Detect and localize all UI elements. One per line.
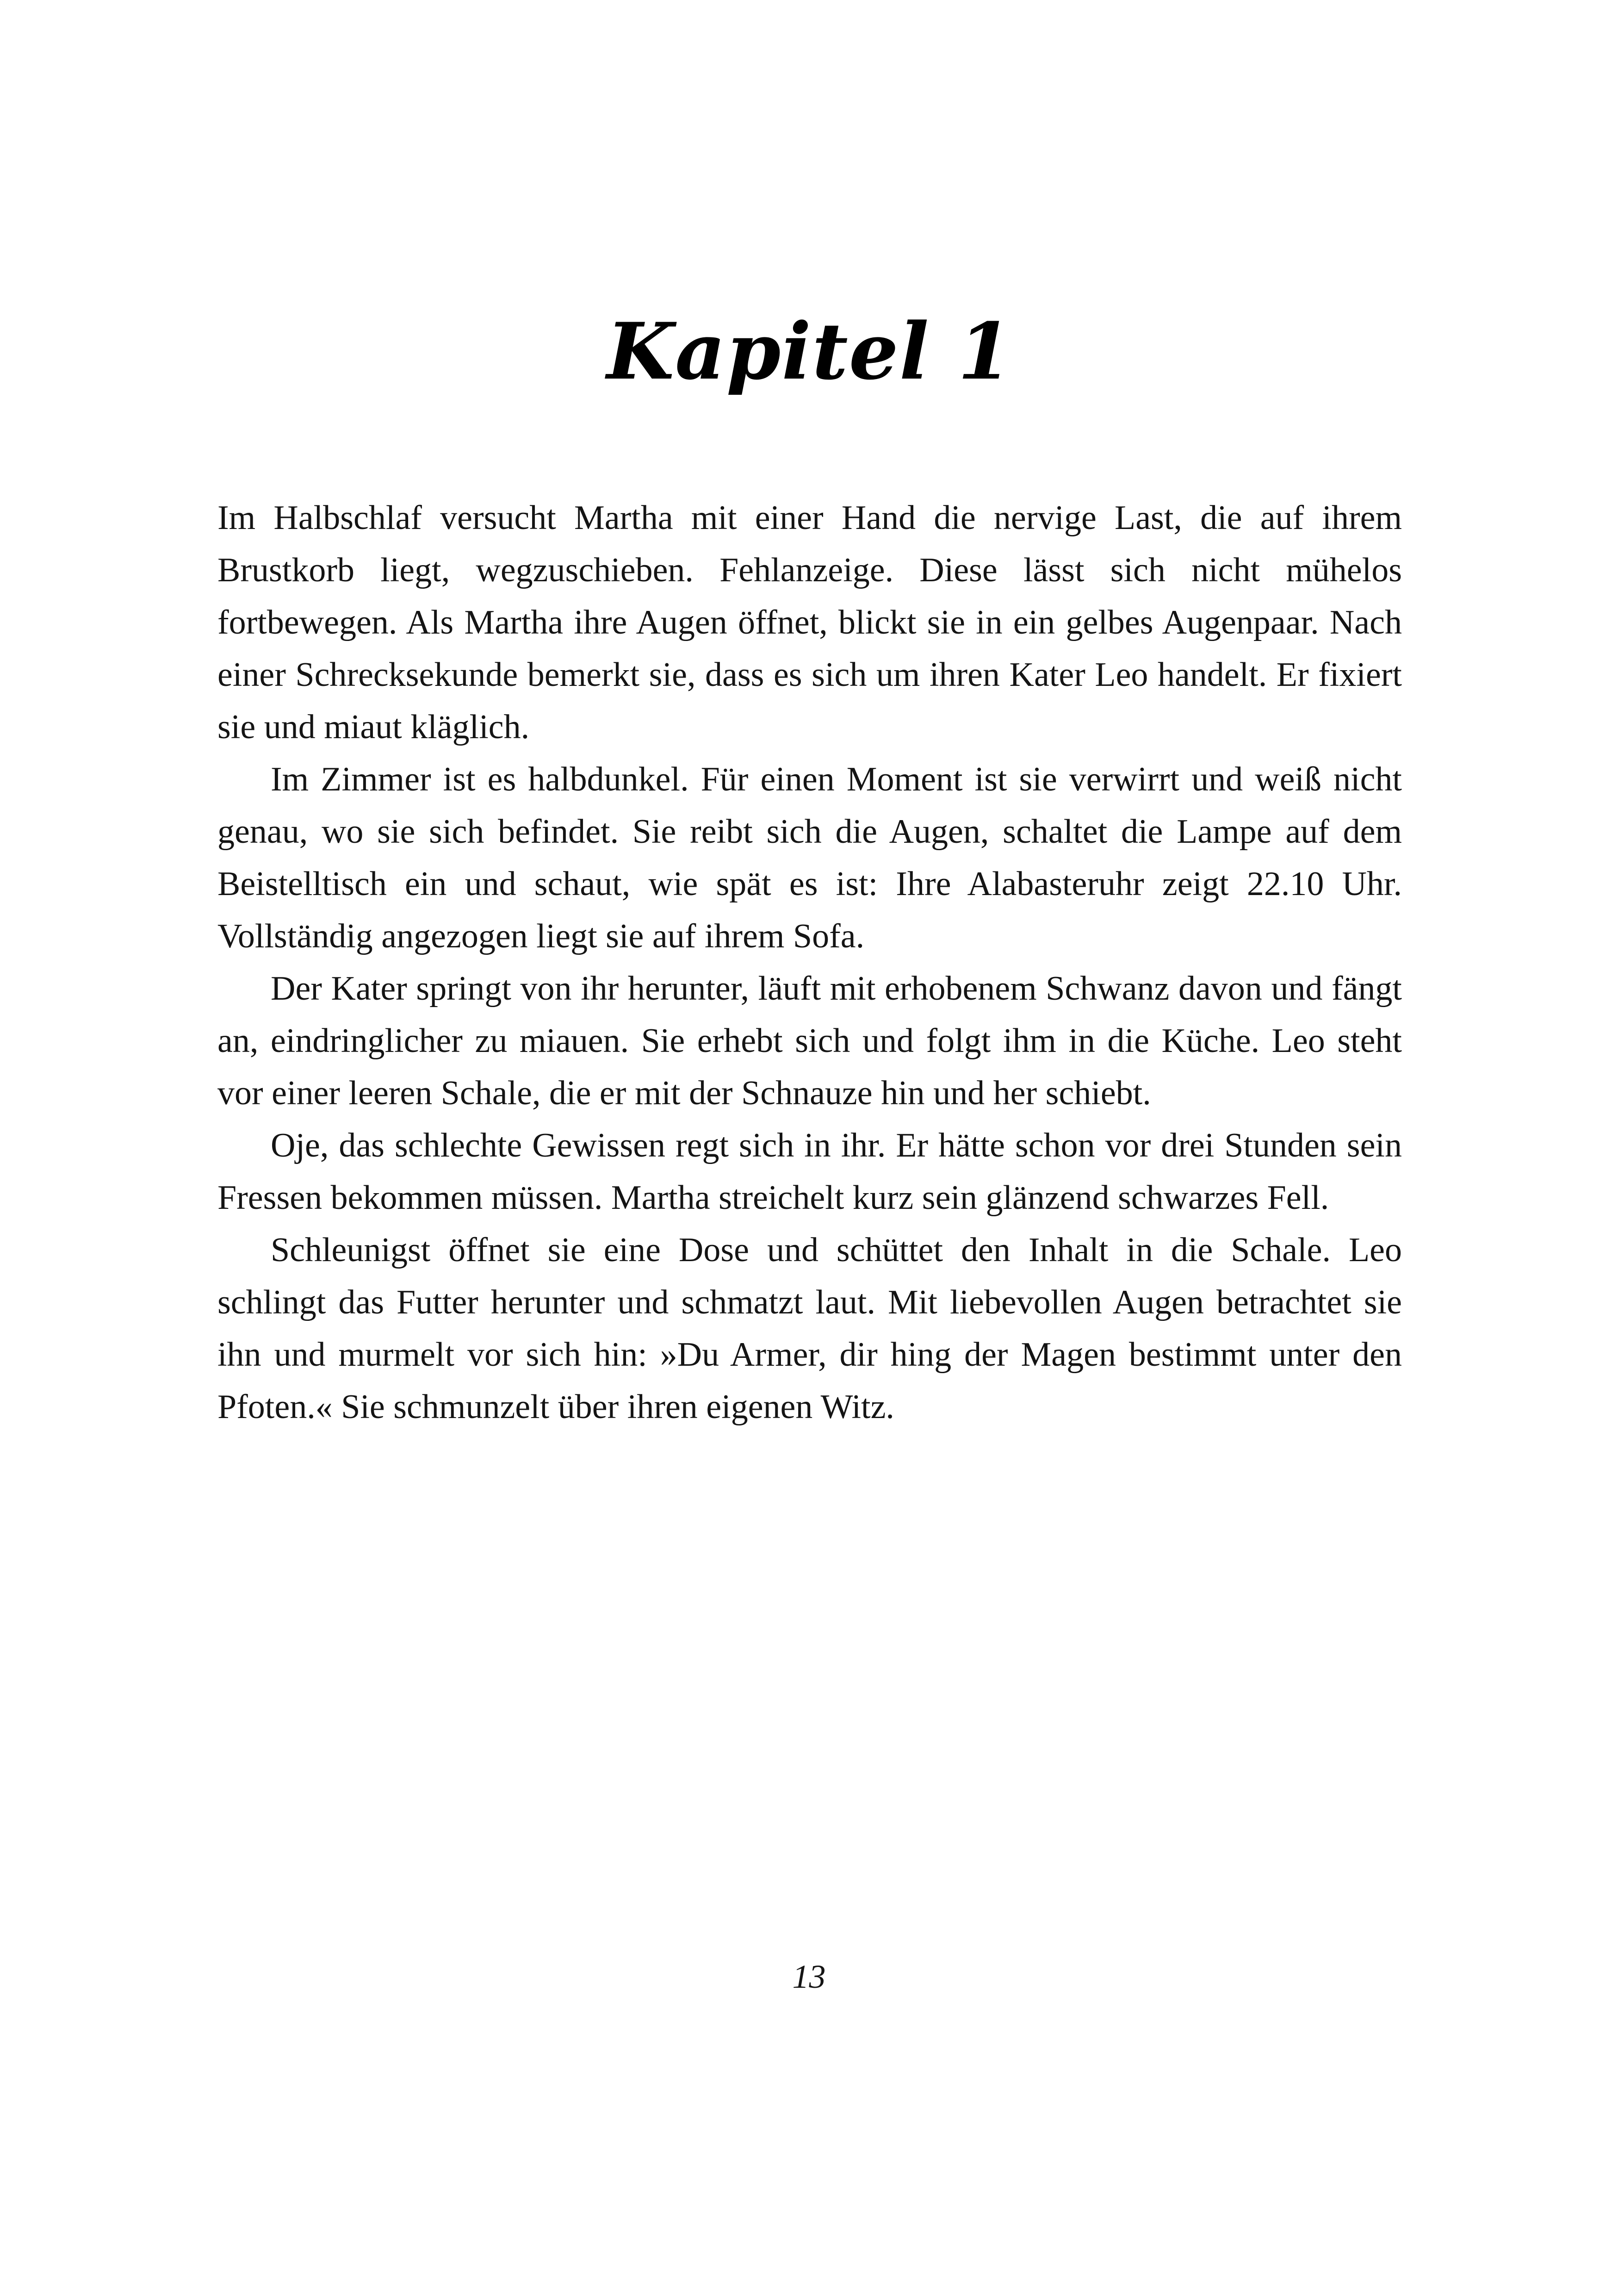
chapter-title: Kapitel 1	[607, 305, 1013, 397]
paragraph: Der Kater springt von ihr herunter, läuft mit erhobenem Schwanz davon und fängt an, eindringlicher zu miauen. Sie erhebt sich und folgt ihm in die Küche. Leo steht vor einer leeren Schale, die er mit der Schnauze hin und her schiebt.	[217, 970, 1402, 1112]
paragraph: Im Halbschlaf versucht Martha mit einer Hand die nervige Last, die auf ihrem Brustkorb liegt, wegzuschieben. Fehlanzeige. Diese lässt sich nicht mühelos fortbewegen. Als Martha ihre Augen öffnet, blickt sie in ein gelbes Augenpaar. Nach einer Schrecksekunde bemerkt sie, dass es sich um ihren Kater Leo handelt. Er fixiert sie und miaut kläglich.	[217, 499, 1402, 746]
paragraph: Im Zimmer ist es halbdunkel. Für einen Moment ist sie verwirrt und weiß nicht genau, wo sie sich befindet. Sie reibt sich die Augen, schaltet die Lampe auf dem Beistelltisch ein und schaut, wie spät es ist: Ihre Alabasteruhr zeigt 22.10 Uhr. Vollständig angezogen liegt sie auf ihrem Sofa.	[217, 760, 1402, 955]
paragraph: Oje, das schlechte Gewissen regt sich in ihr. Er hätte schon vor drei Stunden sein Fressen bekommen müssen. Martha streichelt kurz sein glänzend schwarzes Fell.	[217, 1126, 1402, 1217]
chapter-body	[217, 492, 1402, 1433]
page-number: 13	[792, 1958, 826, 1995]
paragraph: Schleunigst öffnet sie eine Dose und schüttet den Inhalt in die Schale. Leo schlingt das Futter herunter und schmatzt laut. Mit liebevollen Augen betrachtet sie ihn und murmelt vor sich hin: »Du Armer, dir hing der Magen bestimmt unter den Pfoten.« Sie schmunzelt über ihren eigenen Witz.	[217, 1231, 1402, 1426]
